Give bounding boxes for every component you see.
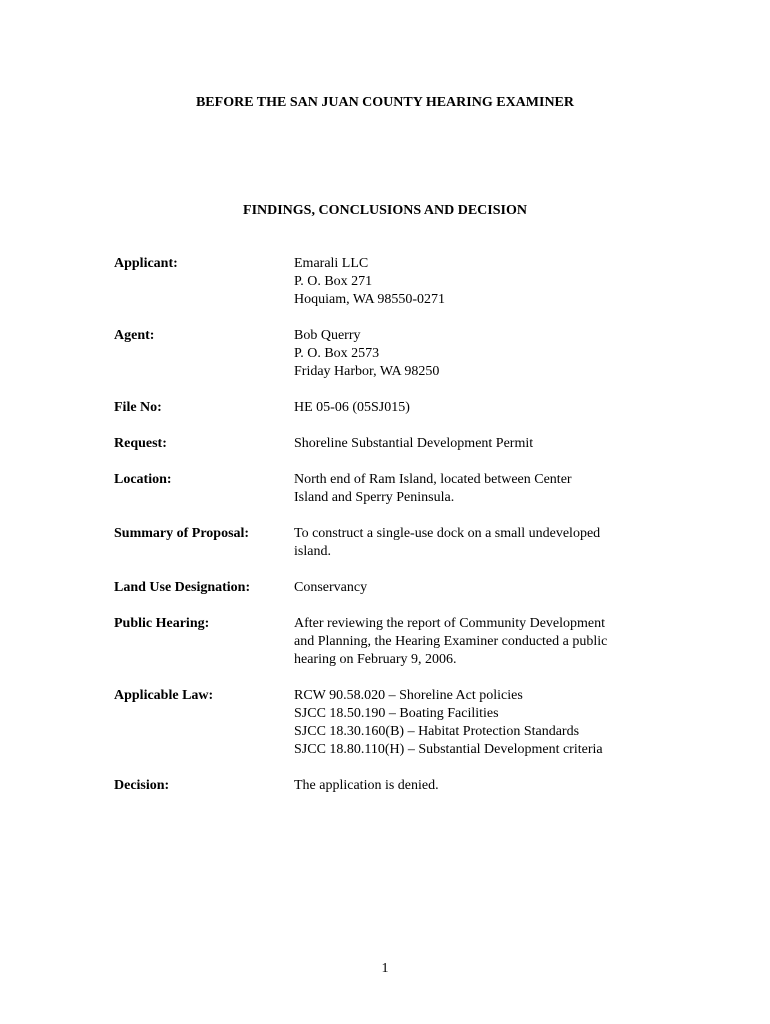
field-value [294, 327, 674, 381]
field-request [114, 435, 674, 453]
field-line: island. [294, 544, 331, 559]
field-label: Agent: [114, 328, 155, 343]
field-label: Land Use Designation: [114, 580, 251, 595]
field-value [294, 525, 674, 561]
field-applicant [114, 255, 674, 309]
field-line: Conservancy [294, 580, 368, 595]
field-value [294, 687, 674, 759]
field-line: SJCC 18.80.110(H) – Substantial Development criteria [294, 742, 603, 757]
field-applicable-law [114, 687, 674, 759]
field-agent [114, 327, 674, 381]
field-label: Location: [114, 472, 172, 487]
document-heading: BEFORE THE SAN JUAN COUNTY HEARING EXAMINER [195, 95, 575, 110]
field-file-no [114, 399, 674, 417]
page-number: 1 [381, 961, 389, 976]
field-value [294, 615, 674, 669]
field-line: Island and Sperry Peninsula. [294, 490, 455, 505]
field-label: Request: [114, 436, 167, 451]
field-public-hearing [114, 615, 674, 669]
field-line: Emarali LLC [294, 256, 369, 271]
field-line: Bob Querry [294, 328, 361, 343]
field-line: North end of Ram Island, located between Center [294, 472, 572, 487]
field-line: RCW 90.58.020 – Shoreline Act policies [294, 688, 523, 703]
field-line: Hoquiam, WA 98550-0271 [294, 292, 446, 307]
field-location [114, 471, 674, 507]
document-subheading: FINDINGS, CONCLUSIONS AND DECISION [243, 203, 527, 218]
field-line: HE 05-06 (05SJ015) [294, 400, 410, 415]
field-line: P. O. Box 2573 [294, 346, 380, 361]
field-label: Decision: [114, 778, 170, 793]
field-label: Public Hearing: [114, 616, 210, 631]
field-value [294, 471, 674, 507]
field-line: The application is denied. [294, 778, 439, 793]
field-value [294, 579, 674, 597]
field-label: Applicant: [114, 256, 178, 271]
field-line: P. O. Box 271 [294, 274, 373, 289]
field-value [294, 777, 674, 795]
case-fields [114, 255, 674, 813]
field-value [294, 255, 674, 309]
field-line: hearing on February 9, 2006. [294, 652, 457, 667]
field-line: SJCC 18.50.190 – Boating Facilities [294, 706, 499, 721]
field-line: After reviewing the report of Community Development [294, 616, 606, 631]
field-line: SJCC 18.30.160(B) – Habitat Protection Standards [294, 724, 580, 739]
field-line: To construct a single-use dock on a small undeveloped [294, 526, 601, 541]
field-label: File No: [114, 400, 162, 415]
field-line: Shoreline Substantial Development Permit [294, 436, 534, 451]
field-line: and Planning, the Hearing Examiner conducted a public [294, 634, 608, 649]
field-label: Applicable Law: [114, 688, 214, 703]
field-land-use-designation [114, 579, 674, 597]
field-value [294, 399, 674, 417]
field-value [294, 435, 674, 453]
field-label: Summary of Proposal: [114, 526, 250, 541]
field-decision [114, 777, 674, 795]
field-summary-of-proposal [114, 525, 674, 561]
field-line: Friday Harbor, WA 98250 [294, 364, 440, 379]
